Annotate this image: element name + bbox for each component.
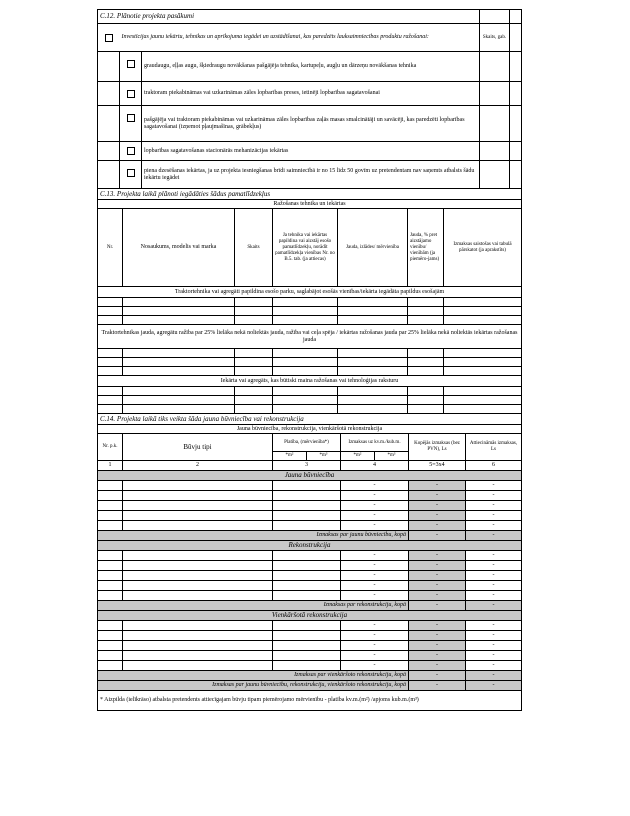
c13-band-1: Traktortehnika vai agregāti papildina esošo parku, saglabājot esošās vienības/iekārta iegādāta papildus esošajām — [98, 287, 522, 298]
table-cell-value: - — [466, 661, 522, 671]
table-cell-input[interactable] — [98, 581, 123, 591]
table-cell-input[interactable] — [123, 396, 235, 405]
table-cell-input[interactable] — [123, 481, 273, 491]
table-cell-value: - — [409, 651, 466, 661]
table-cell-input[interactable] — [338, 298, 408, 307]
table-row — [98, 307, 522, 316]
table-cell-input[interactable] — [123, 367, 235, 376]
table-cell-input[interactable] — [444, 307, 522, 316]
table-cell-input[interactable] — [123, 641, 273, 651]
table-cell-input[interactable] — [273, 551, 341, 561]
table-cell-input[interactable] — [273, 561, 341, 571]
table-row — [98, 200, 522, 209]
table-row — [98, 298, 522, 307]
table-cell-input[interactable] — [123, 358, 235, 367]
table-row — [98, 142, 522, 161]
table-row — [98, 511, 522, 521]
table-cell-value: - — [341, 571, 409, 581]
table-cell-input[interactable] — [338, 387, 408, 396]
table-cell-input[interactable] — [98, 561, 123, 571]
table-row — [98, 571, 522, 581]
c14-total-simple-elig: - — [466, 671, 522, 681]
c14-section-new: Jauna būvniecība — [98, 471, 522, 481]
c14-area-m3[interactable]: *m³ — [307, 452, 341, 461]
table-cell-input[interactable] — [444, 387, 522, 396]
c12-count-input-3[interactable] — [480, 106, 510, 142]
table-cell-value: - — [409, 501, 466, 511]
table-cell-value: - — [466, 561, 522, 571]
table-row — [98, 358, 522, 367]
table-row — [98, 531, 522, 541]
c14-num-1: 1 — [98, 461, 123, 471]
c14-simple-rows — [98, 621, 522, 671]
table-row — [98, 376, 522, 387]
table-cell-input[interactable] — [273, 387, 338, 396]
table-cell-input[interactable] — [98, 571, 123, 581]
table-cell-input[interactable] — [273, 491, 341, 501]
c14-total-simple-label: Izmaksas par vienkāršoto rekonstrukciju, kopā — [98, 671, 409, 681]
table-cell-value: - — [409, 491, 466, 501]
c14-num-3: 3 — [273, 461, 341, 471]
table-cell-value: - — [341, 551, 409, 561]
table-cell-input[interactable] — [98, 396, 123, 405]
table-cell-input[interactable] — [338, 307, 408, 316]
table-row — [98, 367, 522, 376]
table-cell-value: - — [341, 521, 409, 531]
table-cell-input[interactable] — [123, 307, 235, 316]
table-cell-input[interactable] — [123, 631, 273, 641]
table-cell-input[interactable] — [235, 358, 273, 367]
c14-col-elig: Attiecināmās izmaksas, Ls — [466, 434, 522, 461]
c13-col-power: Jauda, izlādes/ mērvienība — [338, 209, 408, 287]
table-cell-input[interactable] — [408, 298, 444, 307]
table-row — [98, 561, 522, 571]
table-cell-input[interactable] — [123, 387, 235, 396]
table-cell-input[interactable] — [338, 396, 408, 405]
table-cell-value: - — [341, 561, 409, 571]
table-row — [98, 161, 522, 189]
c12-count-input-1[interactable] — [480, 52, 510, 82]
table-cell-value: - — [341, 591, 409, 601]
table-row — [98, 591, 522, 601]
c13-col-req: Ja tehnika vai iekārtas papildina vai aizstāj esošo pamatlīdzekļu, norādīt pamatlīdzekļa vienības Nr. no B.5. tab. (ja attiecas) — [273, 209, 338, 287]
table-cell-input[interactable] — [273, 571, 341, 581]
table-cell-input[interactable] — [123, 491, 273, 501]
table-cell-input[interactable] — [98, 316, 123, 325]
table-cell-input[interactable] — [338, 367, 408, 376]
table-row — [98, 287, 522, 298]
c13-table — [97, 188, 522, 414]
c12-count-input-5[interactable] — [480, 161, 510, 189]
table-cell-value: - — [341, 621, 409, 631]
c14-total-recon-value: - — [409, 601, 466, 611]
c12-sub-checkbox-1[interactable] — [127, 60, 135, 68]
table-cell-input[interactable] — [98, 481, 123, 491]
table-cell-input[interactable] — [408, 396, 444, 405]
c14-total-all-elig: - — [466, 681, 522, 691]
c14-footnote: * Aizpilda (ielīkrāso) atbalsta pretendents attiecīgajam būvju tipam piemērojamo mērvienību - platība kv.m.(m²) /apjoms kub.m.(m³) — [98, 691, 522, 711]
table-cell-input[interactable] — [98, 591, 123, 601]
table-row — [98, 691, 522, 711]
table-row — [98, 387, 522, 396]
table-cell-value: - — [466, 501, 522, 511]
table-row — [98, 189, 522, 200]
c14-col-cost-unit: Izmaksas uz kv.m./kub.m. — [341, 434, 409, 452]
table-cell-input[interactable] — [338, 316, 408, 325]
c12-table — [97, 9, 522, 189]
c12-sub-item-3: pašgājēja vai traktoram piekabināmas vai uzkarināmas zāles lopbarības zaļās masas smalcinātāji un savācēji, kas paredzēti lopbarības sagatavošanai (izņemot pļaujmašīnas, grābekļus) — [142, 106, 480, 142]
table-cell-input[interactable] — [408, 358, 444, 367]
table-cell-value: - — [466, 651, 522, 661]
table-cell-input[interactable] — [123, 511, 273, 521]
c13-band-2: Traktortehnikas jauda, agregātu ražība par 25% lielāka nekā noliektās jauda, ražība vai ceļa spēja / iekārtas ražošanas jauda par 25% lielāka nekā noliektās iekārtas ražošanas jauda — [98, 325, 522, 349]
table-row — [98, 551, 522, 561]
table-cell-input[interactable] — [123, 571, 273, 581]
table-row — [98, 581, 522, 591]
table-cell-input[interactable] — [235, 349, 273, 358]
table-cell-input[interactable] — [98, 298, 123, 307]
c13-col-name: Nosaukums, modelis vai marka — [123, 209, 235, 287]
table-cell-input[interactable] — [98, 641, 123, 651]
table-cell-input[interactable] — [273, 316, 338, 325]
table-cell-input[interactable] — [444, 358, 522, 367]
c14-num-4: 4 — [341, 461, 409, 471]
table-cell-input[interactable] — [444, 298, 522, 307]
table-row — [98, 671, 522, 681]
c14-table — [97, 413, 522, 711]
table-cell-value: - — [341, 631, 409, 641]
table-cell-input[interactable] — [98, 367, 123, 376]
table-row — [98, 209, 522, 287]
table-cell-input[interactable] — [444, 367, 522, 376]
c14-num-2: 2 — [123, 461, 273, 471]
table-row — [98, 501, 522, 511]
table-cell-value: - — [466, 641, 522, 651]
table-cell-input[interactable] — [273, 307, 338, 316]
table-cell-input[interactable] — [123, 651, 273, 661]
table-row — [98, 521, 522, 531]
table-cell-value: - — [466, 521, 522, 531]
table-cell-value: - — [341, 501, 409, 511]
table-row — [98, 481, 522, 491]
c14-col-area: Platība, (mērvienība*) — [273, 434, 341, 452]
table-cell-input[interactable] — [98, 621, 123, 631]
table-cell-input[interactable] — [273, 501, 341, 511]
table-cell-input[interactable] — [123, 501, 273, 511]
table-cell-input[interactable] — [98, 358, 123, 367]
table-cell-input[interactable] — [98, 349, 123, 358]
table-cell-input[interactable] — [338, 349, 408, 358]
table-cell-input[interactable] — [98, 307, 123, 316]
table-cell-input[interactable] — [444, 316, 522, 325]
c12-sub-item-2: traktoram piekabināmas vai uzkarināmas zāles lopbarības preses, ietinēji lopbarības sagatavošanai — [142, 82, 480, 106]
table-cell-value: - — [341, 581, 409, 591]
table-cell-input[interactable] — [123, 349, 235, 358]
table-cell-input[interactable] — [98, 387, 123, 396]
c14-col-total: Kopējās izmaksas (bez PVN), Ls — [409, 434, 466, 461]
table-row — [98, 611, 522, 621]
table-cell-input[interactable] — [98, 631, 123, 641]
table-row — [98, 471, 522, 481]
table-cell-input[interactable] — [273, 396, 338, 405]
c12-title: C.12. Plānotie projekta pasākumi — [98, 10, 480, 24]
table-cell-value: - — [409, 571, 466, 581]
c14-num-5: 5=3x4 — [409, 461, 466, 471]
table-cell-input[interactable] — [273, 298, 338, 307]
table-row — [98, 461, 522, 471]
table-cell-input[interactable] — [98, 521, 123, 531]
table-row — [98, 52, 522, 82]
c14-total-simple-value: - — [409, 671, 466, 681]
table-row — [98, 316, 522, 325]
c14-total-all-label: Izmaksas par jaunu būvniecību, rekonstrukciju, vienkāršoto rekonstrukciju, kopā — [98, 681, 409, 691]
table-cell-value: - — [466, 481, 522, 491]
table-cell-input[interactable] — [98, 511, 123, 521]
table-cell-value: - — [341, 491, 409, 501]
table-cell-input[interactable] — [98, 651, 123, 661]
c12-main-checkbox[interactable] — [105, 34, 113, 42]
table-cell-value: - — [341, 641, 409, 651]
c13-col-pct: Jauda, % pret aizstājamo vienību/ vienībām (ja piemēro-jams) — [408, 209, 444, 287]
table-cell-input[interactable] — [408, 307, 444, 316]
c14-recon-rows — [98, 551, 522, 601]
table-row — [98, 425, 522, 434]
table-row — [98, 396, 522, 405]
table-row — [98, 82, 522, 106]
table-cell-value: - — [466, 581, 522, 591]
c13-col-cost: Izmaksas saistošas vai tabulā pārskatot (ja aprakstīts) — [444, 209, 522, 287]
table-cell-input[interactable] — [338, 358, 408, 367]
table-row — [98, 491, 522, 501]
table-cell-input[interactable] — [123, 521, 273, 531]
table-cell-input[interactable] — [98, 501, 123, 511]
table-cell-input[interactable] — [273, 511, 341, 521]
table-row — [98, 631, 522, 641]
c14-section-simple: Vienkāršotā rekonstrukcija — [98, 611, 522, 621]
table-cell-input[interactable] — [235, 316, 273, 325]
c14-cost-m2[interactable]: *m² — [341, 452, 375, 461]
table-cell-value: - — [466, 511, 522, 521]
table-cell-value: - — [409, 561, 466, 571]
c14-total-new-label: Izmaksas par jaunu būvniecību, kopā — [98, 531, 409, 541]
table-cell-value: - — [466, 591, 522, 601]
table-cell-value: - — [409, 591, 466, 601]
table-cell-input[interactable] — [273, 651, 341, 661]
table-cell-input[interactable] — [235, 298, 273, 307]
table-cell-input[interactable] — [273, 591, 341, 601]
table-cell-input[interactable] — [98, 661, 123, 671]
table-cell-input[interactable] — [235, 367, 273, 376]
table-cell-input[interactable] — [273, 661, 341, 671]
table-cell-value: - — [409, 511, 466, 521]
table-row — [98, 641, 522, 651]
c13-title: C.13. Projekta laikā plānoti iegādāties šādus pamatlīdzekļus — [98, 189, 522, 200]
c14-total-new-value: - — [409, 531, 466, 541]
c14-col-type: Būvju tipi — [123, 434, 273, 461]
table-cell-input[interactable] — [273, 349, 338, 358]
table-cell-input[interactable] — [273, 581, 341, 591]
table-cell-input[interactable] — [273, 631, 341, 641]
table-row — [98, 434, 522, 452]
table-cell-input[interactable] — [235, 307, 273, 316]
table-cell-value: - — [409, 661, 466, 671]
table-cell-input[interactable] — [123, 591, 273, 601]
table-row — [98, 349, 522, 358]
table-cell-value: - — [409, 641, 466, 651]
table-row — [98, 106, 522, 142]
c12-sub-checkbox-4[interactable] — [127, 147, 135, 155]
c13-col-nr: Nr. — [98, 209, 123, 287]
table-cell-value: - — [409, 551, 466, 561]
table-cell-value: - — [409, 581, 466, 591]
c14-group-header: Jauna būvniecība, rekonstrukcija, vienkāršotā rekonstrukcija — [98, 425, 522, 434]
table-cell-value: - — [409, 481, 466, 491]
table-cell-input[interactable] — [123, 551, 273, 561]
table-cell-input[interactable] — [235, 387, 273, 396]
c14-total-new-elig: - — [466, 531, 522, 541]
c12-sub-item-4: lopbarības sagatavošanas stacionārās mehanizācijas iekārtas — [142, 142, 480, 161]
table-row — [98, 10, 522, 24]
table-cell-input[interactable] — [123, 661, 273, 671]
table-cell-input[interactable] — [123, 298, 235, 307]
table-cell-input[interactable] — [408, 387, 444, 396]
c12-count-input-4[interactable] — [480, 142, 510, 161]
table-cell-value: - — [466, 551, 522, 561]
table-cell-input[interactable] — [123, 581, 273, 591]
c12-sub-checkbox-3[interactable] — [127, 114, 135, 122]
table-row — [98, 651, 522, 661]
c12-sub-checkbox-5[interactable] — [127, 169, 135, 177]
table-cell-input[interactable] — [273, 367, 338, 376]
c14-num-6: 6 — [466, 461, 522, 471]
table-row — [98, 24, 522, 52]
table-cell-value: - — [466, 571, 522, 581]
c12-sub-checkbox-2[interactable] — [127, 90, 135, 98]
c12-unit-header: Skaits, gab. — [480, 24, 510, 52]
c13-group-header: Ražošanas tehnika un iekārtas — [98, 200, 522, 209]
table-cell-value: - — [341, 651, 409, 661]
c14-cost-m3[interactable]: *m³ — [375, 452, 409, 461]
table-row — [98, 661, 522, 671]
table-cell-value: - — [466, 491, 522, 501]
c12-sub-item-1: graudaugu, eļļas augu, šķiedraugu novākšanas pašgājēja tehnika, kartupeļu, augļu un dārzeņu novākšanas tehnika — [142, 52, 480, 82]
table-row — [98, 681, 522, 691]
c14-new-rows — [98, 481, 522, 531]
table-cell-value: - — [341, 511, 409, 521]
c14-area-m2[interactable]: *m² — [273, 452, 307, 461]
form-page — [97, 9, 522, 711]
table-cell-value: - — [409, 631, 466, 641]
table-cell-input[interactable] — [235, 396, 273, 405]
table-row — [98, 541, 522, 551]
c13-band-3: Iekārta vai agregāts, kas būtiski maina ražošanas vai tehnoloģijas raksturu — [98, 376, 522, 387]
c14-total-recon-elig: - — [466, 601, 522, 611]
table-cell-input[interactable] — [444, 349, 522, 358]
c12-main-item: Investīcijas jaunu iekārtu, tehnikas un aprīkojuma iegādei un uzstādīšanai, kas paredzēts lauksaimniecības produktu ražošanai: — [120, 24, 480, 52]
c14-section-recon: Rekonstrukcija — [98, 541, 522, 551]
table-cell-input[interactable] — [408, 316, 444, 325]
table-cell-input[interactable] — [273, 521, 341, 531]
table-row — [98, 325, 522, 349]
table-cell-input[interactable] — [98, 491, 123, 501]
c13-col-count: Skaits — [235, 209, 273, 287]
table-cell-input[interactable] — [123, 561, 273, 571]
table-cell-input[interactable] — [98, 551, 123, 561]
c12-sub-item-5: piena dzesēšanas iekārtas, ja uz projekta iesniegšanas brīdi saimniecībā ir no 15 līdz 50 govīm uz pretendentam nav saņemts atbalsts šādu iekārtu iegādei — [142, 161, 480, 189]
table-cell-input[interactable] — [273, 641, 341, 651]
table-cell-input[interactable] — [273, 358, 338, 367]
c14-col-nr: Nr. p.k. — [98, 434, 123, 461]
table-row — [98, 621, 522, 631]
c14-total-recon-label: Izmaksas par rekonstrukciju, kopā — [98, 601, 409, 611]
table-cell-input[interactable] — [123, 621, 273, 631]
table-cell-input[interactable] — [123, 316, 235, 325]
table-row — [98, 414, 522, 425]
table-cell-input[interactable] — [408, 349, 444, 358]
c14-total-all-value: - — [409, 681, 466, 691]
table-cell-value: - — [341, 661, 409, 671]
table-cell-value: - — [466, 631, 522, 641]
table-cell-value: - — [341, 481, 409, 491]
table-cell-value: - — [466, 621, 522, 631]
table-cell-value: - — [409, 521, 466, 531]
c12-count-input-2[interactable] — [480, 82, 510, 106]
table-row — [98, 601, 522, 611]
table-cell-input[interactable] — [273, 481, 341, 491]
table-cell-value: - — [409, 621, 466, 631]
table-cell-input[interactable] — [273, 621, 341, 631]
c14-title: C.14. Projekta laikā tiks veikta šāda jauna būvniecība vai rekonstrukcija — [98, 414, 522, 425]
table-cell-input[interactable] — [444, 396, 522, 405]
table-cell-input[interactable] — [408, 367, 444, 376]
